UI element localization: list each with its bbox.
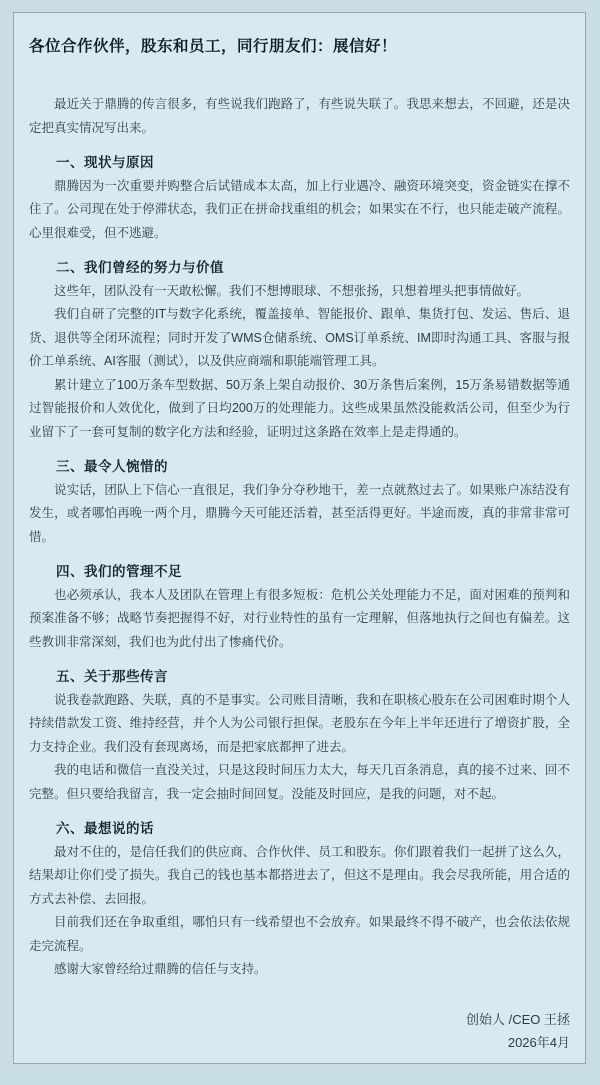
section-final-words <box>29 817 570 982</box>
signature-block <box>29 1008 570 1055</box>
section-heading: 六、最想说的话 <box>56 821 154 836</box>
section-paragraph: 目前我们还在争取重组，哪怕只有一线希望也不会放弃。如果最终不得不破产，也会依法依规走完流程。 <box>29 915 570 953</box>
section-heading: 四、我们的管理不足 <box>56 564 182 579</box>
section-heading: 五、关于那些传言 <box>56 669 168 684</box>
signature-name: 创始人 /CEO 王拯 <box>465 1011 570 1027</box>
section-paragraph: 最对不住的，是信任我们的供应商、合作伙伴、员工和股东。你们跟着我们一起拼了这么久，结果却让你们受了损失。我自己的钱也基本都搭进去了，但这不是理由。我会尽我所能，用合适的方式去补偿、去回报。 <box>29 844 570 906</box>
section-paragraph: 这些年，团队没有一天敢松懈。我们不想博眼球、不想张扬，只想着埋头把事情做好。 <box>54 283 530 298</box>
letter-card <box>13 12 586 1064</box>
section-regret <box>29 455 570 549</box>
section-status <box>29 151 570 245</box>
section-efforts <box>29 256 570 444</box>
section-paragraph: 感谢大家曾经给过鼎腾的信任与支持。 <box>54 962 267 976</box>
letter-greeting: 各位合作伙伴，股东和员工，同行朋友们：展信好！ <box>29 38 398 55</box>
section-heading: 一、现状与原因 <box>56 155 154 170</box>
section-paragraph: 我的电话和微信一直没关过，只是这段时间压力太大，每天几百条消息，真的接不过来、回不完整。但只要给我留言，我一定会抽时间回复。没能及时回应，是我的问题，对不起。 <box>29 763 570 801</box>
section-management <box>29 560 570 654</box>
section-paragraph: 说实话，团队上下信心一直很足，我们争分夺秒地干，差一点就熬过去了。如果账户冻结没有发生，或者哪怕再晚一两个月，鼎腾今天可能还活着，甚至活得更好。半途而废，真的非常非常可惜。 <box>29 482 570 544</box>
intro-paragraph: 最近关于鼎腾的传言很多，有些说我们跑路了，有些说失联了。我思来想去，不回避，还是决定把真实情况写出来。 <box>29 97 570 135</box>
section-paragraph: 累计建立了100万条车型数据、50万条上架自动报价、30万条售后案例，15万条易错数据等通过智能报价和人效优化，做到了日均200万的处理能力。这些成果虽然没能救活公司，但至少为行业留下了一套可复制的数字化方法和经验，证明过这条路在效率上是走得通的。 <box>29 377 570 439</box>
signature-date: 2026年4月 <box>507 1035 570 1050</box>
section-paragraph: 也必须承认，我本人及团队在管理上有很多短板：危机公关处理能力不足，面对困难的预判和预案准备不够；战略节奏把握得不好，对行业特性的虽有一定理解，但落地执行之间也有偏差。这些教训非常深刻，我们也为此付出了惨痛代价。 <box>29 587 570 649</box>
section-paragraph: 我们自研了完整的IT与数字化系统，覆盖接单、智能报价、跟单、集货打包、发运、售后、退货、退供等全闭环流程；同时开发了WMS仓储系统、OMS订单系统、IM即时沟通工具、客服与报价工单系统、AI客服（测试），以及供应商端和职能端管理工具。 <box>29 307 570 368</box>
section-rumors <box>29 665 570 806</box>
section-heading: 二、我们曾经的努力与价值 <box>56 260 224 275</box>
section-paragraph: 说我卷款跑路、失联，真的不是事实。公司账目清晰，我和在职核心股东在公司困难时期个人持续借款发工资、维持经营，并个人为公司银行担保。老股东在今年上半年还进行了增资扩股，全力支持企业。我们没有套现离场，而是把家底都押了进去。 <box>29 692 570 754</box>
section-heading: 三、最令人惋惜的 <box>56 459 168 474</box>
section-paragraph: 鼎腾因为一次重要并购整合后试错成本太高，加上行业遇冷、融资环境突变，资金链实在撑不住了。公司现在处于停滞状态，我们正在拼命找重组的机会；如果实在不行，也只能走破产流程。心里很难受，但不逃避。 <box>29 178 570 240</box>
